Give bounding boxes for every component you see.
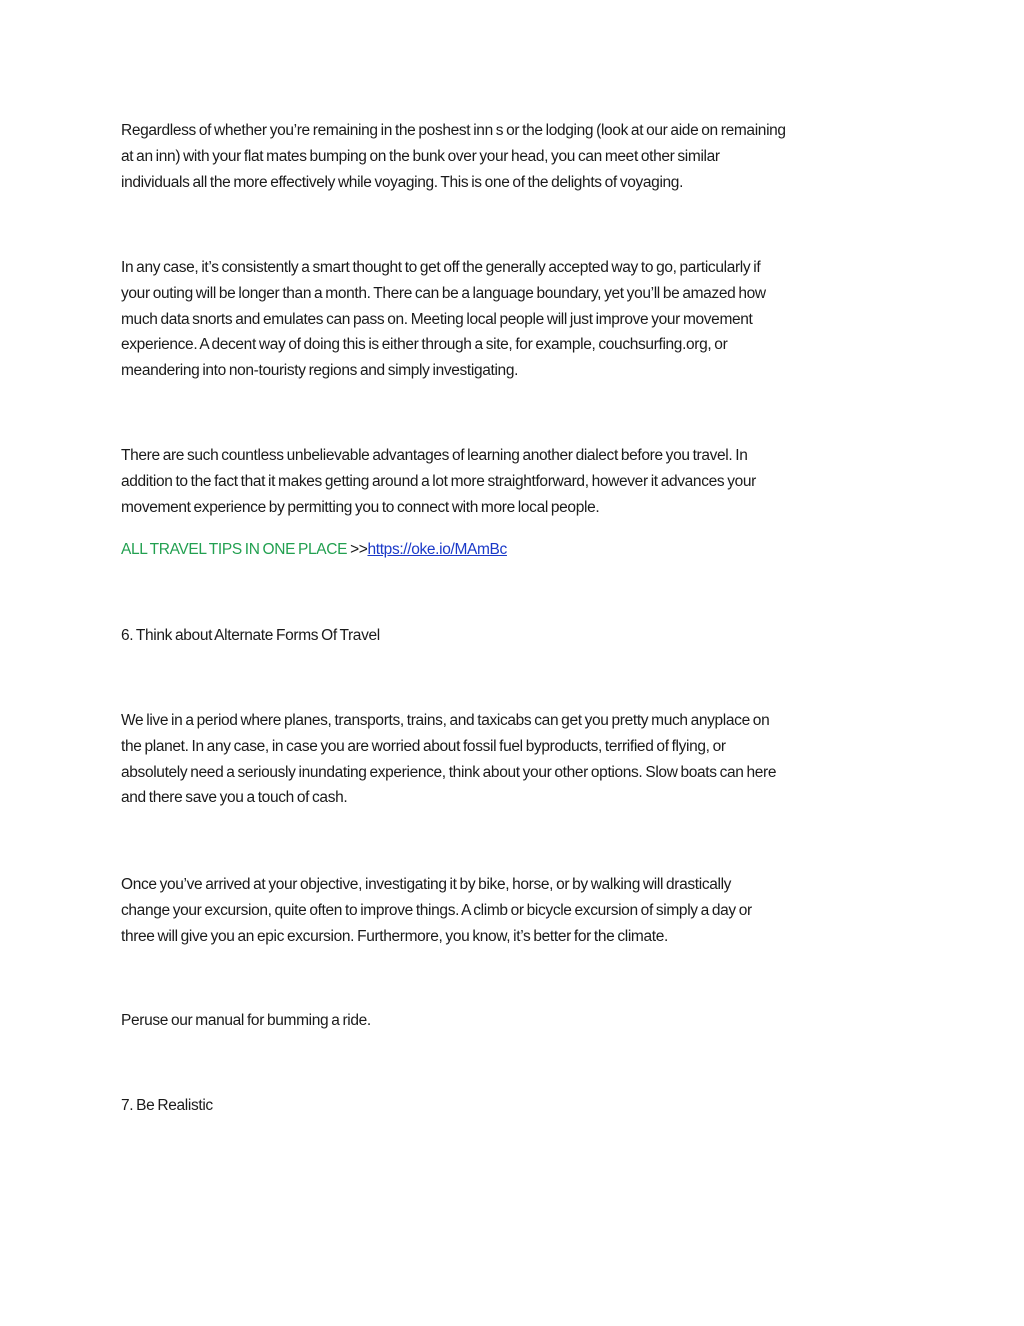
- text-line: absolutely need a seriously inundating experience, think about your other options. Slow boats can here: [121, 763, 777, 781]
- paragraph-off-beaten-path: [121, 255, 911, 384]
- text-line: addition to the fact that it makes getting around a lot more straightforward, however it advances your: [121, 472, 756, 490]
- text-line: Once you’ve arrived at your objective, investigating it by bike, horse, or by walking will drastically: [121, 876, 732, 893]
- promo-label: ALL TRAVEL TIPS IN ONE PLACE: [121, 541, 348, 558]
- promo-line: [121, 537, 911, 563]
- text-line: experience. A decent way of doing this is either through a site, for example, couchsurfing.org, or: [121, 336, 728, 354]
- paragraph-learn-dialect: [121, 443, 911, 520]
- promo-separator: >>: [350, 541, 368, 558]
- text-line: There are such countless unbelievable advantages of learning another dialect before you travel. In: [121, 447, 748, 464]
- heading-be-realistic: [121, 1093, 911, 1119]
- section-heading: 6. Think about Alternate Forms Of Travel: [121, 627, 380, 644]
- paragraph-transport-options: [121, 708, 911, 811]
- text-line: your outing will be longer than a month. There can be a language boundary, yet you’ll be amazed how: [121, 284, 766, 302]
- paragraph-bike-horse-walking: [121, 872, 911, 949]
- text-line: and there save you a touch of cash.: [121, 789, 348, 807]
- paragraph-bumming-ride: [121, 1008, 911, 1034]
- text-line: Peruse our manual for bumming a ride.: [121, 1012, 371, 1029]
- text-line: We live in a period where planes, transports, trains, and taxicabs can get you pretty much anyplace on: [121, 712, 770, 729]
- text-line: much data snorts and emulates can pass on. Meeting local people will just improve your movement: [121, 310, 753, 328]
- text-line: movement experience by permitting you to connect with more local people.: [121, 498, 600, 516]
- heading-alternate-forms: [121, 623, 911, 649]
- paragraph-meeting-people: [121, 118, 911, 195]
- text-line: change your excursion, quite often to improve things. A climb or bicycle excursion of simply a day or: [121, 901, 752, 919]
- text-line: the planet. In any case, in case you are worried about fossil fuel byproducts, terrified of flying, or: [121, 737, 726, 755]
- text-line: In any case, it’s consistently a smart thought to get off the generally accepted way to go, particularly if: [121, 259, 761, 276]
- text-line: three will give you an epic excursion. Furthermore, you know, it’s better for the climate.: [121, 927, 668, 945]
- text-line: at an inn) with your flat mates bumping on the bunk over your head, you can meet other similar: [121, 147, 720, 165]
- section-heading: 7. Be Realistic: [121, 1097, 213, 1114]
- promo-container: [121, 537, 911, 563]
- promo-link[interactable]: https://oke.io/MAmBc: [367, 541, 507, 558]
- text-line: meandering into non-touristy regions and simply investigating.: [121, 362, 519, 380]
- text-line: Regardless of whether you’re remaining in the poshest inn s or the lodging (look at our aide on remaining: [121, 122, 786, 139]
- text-line: individuals all the more effectively while voyaging. This is one of the delights of voyaging.: [121, 173, 684, 191]
